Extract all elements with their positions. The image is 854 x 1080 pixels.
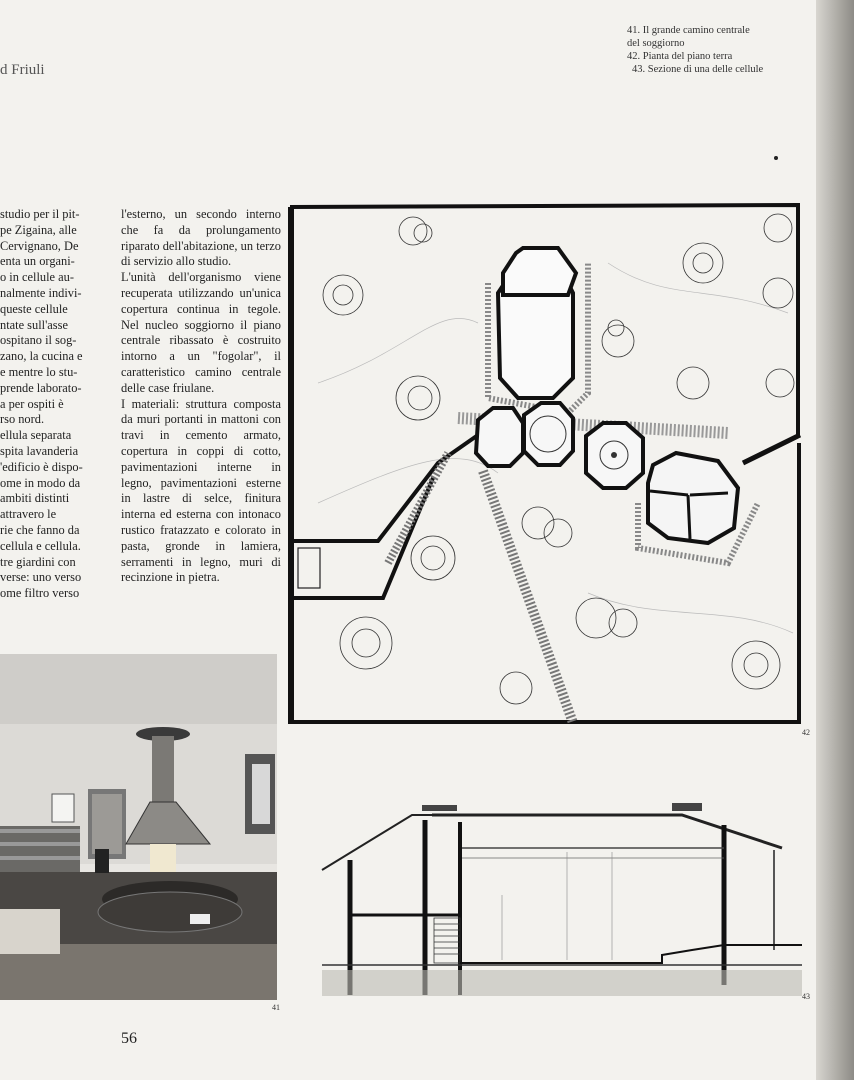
- text-line: rso nord.: [0, 412, 45, 427]
- text-line: nalmente indivi-: [0, 285, 82, 300]
- figure-captions: [627, 24, 763, 76]
- paragraph: L'unità dell'organismo viene recuperata utilizzando un'unica copertura continua in tegole. Nel nucleo soggiorno il piano centrale ribassato è costruito intorno a un "fogolar", il caratteristico camino centrale delle case friulane.: [121, 270, 281, 395]
- text-line: 'edificio è dispo-: [0, 459, 83, 474]
- text-line: tre giardini con: [0, 554, 76, 569]
- text-line: spita lavanderia: [0, 443, 79, 458]
- caption-line: del soggiorno: [627, 38, 685, 49]
- fireplace-illustration: [0, 654, 277, 1000]
- running-head: d Friuli: [0, 62, 45, 78]
- plan-drawing: [288, 203, 801, 724]
- caption-line: 41. Il grande camino centrale: [627, 25, 750, 36]
- fireplace-photo: [0, 654, 277, 1000]
- text-line: queste cellule: [0, 301, 68, 316]
- caption-line: 42. Pianta del piano terra: [627, 51, 733, 62]
- page-number: 56: [121, 1030, 137, 1047]
- text-line: ome in modo da: [0, 475, 81, 490]
- text-line: ambiti distinti: [0, 491, 70, 506]
- text-line: rie che fanno da: [0, 522, 80, 537]
- figure-number: 43: [802, 992, 810, 1001]
- text-line: ellula separata: [0, 428, 72, 443]
- text-line: studio per il pit-: [0, 207, 80, 221]
- text-line: enta un organi-: [0, 254, 75, 269]
- text-line: ntate sull'asse: [0, 317, 68, 332]
- print-dot: [774, 156, 778, 160]
- caption-line: 43. Sezione di una delle cellule: [632, 64, 764, 75]
- figure-number: 42: [802, 728, 810, 737]
- text-line: attravero le: [0, 507, 57, 522]
- text-line: pe Zigaina, alle: [0, 222, 77, 237]
- left-text-column: [0, 207, 96, 602]
- text-line: zano, la cucina e: [0, 349, 83, 364]
- figure-number: 41: [272, 1003, 280, 1012]
- text-line: ospitano il sog-: [0, 333, 77, 348]
- car-symbol: [298, 548, 320, 588]
- text-line: Cervignano, De: [0, 238, 79, 253]
- text-line: verse: uno verso: [0, 570, 82, 585]
- ground-floor-plan: [288, 203, 810, 737]
- text-line: prende laborato-: [0, 380, 82, 395]
- paragraph: l'esterno, un secondo interno che fa da prolungamento riparato dell'abitazione, un terzo di servizio allo studio.: [121, 207, 281, 269]
- text-line: cellula e cellula.: [0, 538, 81, 553]
- cell-section-drawing: [312, 800, 810, 1000]
- text-line: e mentre lo stu-: [0, 364, 78, 379]
- text-line: o in cellule au-: [0, 270, 74, 285]
- section-drawing: [312, 800, 810, 1000]
- text-line: ome filtro verso: [0, 586, 80, 601]
- paragraph: I materiali: struttura composta da muri portanti in mattoni con travi in cemento armato, copertura in coppi di cotto, pavimentazioni interne in legno, pavimentazioni esterne in lastre di selce, finitura interna ed esterna con intonaco rustico fratazzato e colorato in pasta, gronde in lamiera, serramenti in legno, muri di recinzione in pietra.: [121, 396, 281, 585]
- text-line: a per ospiti è: [0, 396, 64, 411]
- page-edge-shadow: [816, 0, 854, 1080]
- middle-text-column: [121, 207, 281, 586]
